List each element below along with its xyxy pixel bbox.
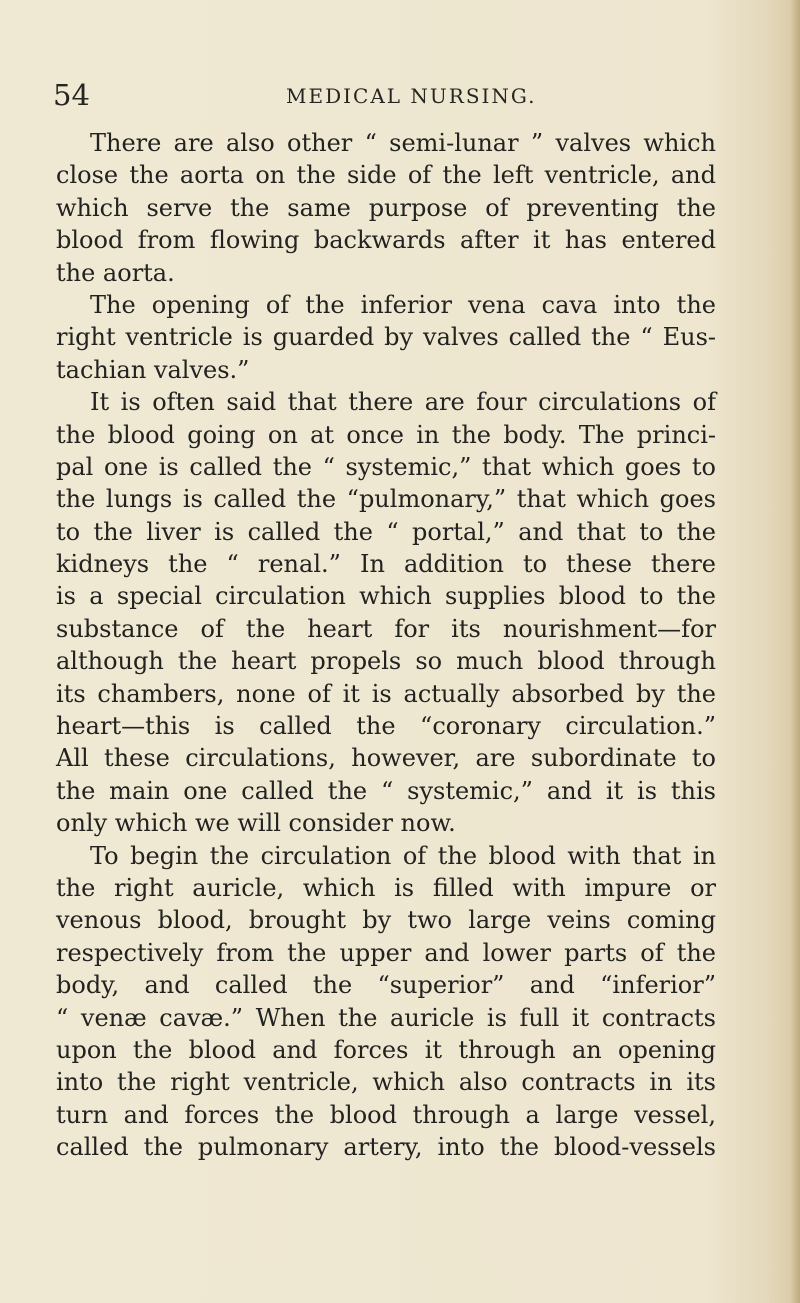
text-line: substance of the heart for its nourishment—for [56,614,716,643]
text-line: into the right ventricle, which also contracts in its [56,1068,716,1097]
text-line: the aorta. [56,258,175,287]
text-line: body, and called the “superior” and “inferior” [56,971,716,1000]
page-header [0,78,800,114]
text-line: respectively from the upper and lower parts of the [56,938,716,967]
text-line: venous blood, brought by two large veins coming [56,906,716,935]
text-line: heart—this is called the “coronary circulation.” [56,712,716,741]
text-line: close the aorta on the side of the left ventricle, and [56,161,716,190]
running-head: MEDICAL NURSING. [286,84,537,108]
text-line: tachian valves.” [56,355,250,384]
text-line: “ venæ cavæ.” When the auricle is full it contracts [56,1003,716,1032]
text-line: which serve the same purpose of preventing the [56,193,716,222]
text-line: is a special circulation which supplies blood to the [56,582,716,611]
page-edge-shadow [790,0,800,1303]
text-line: The opening of the inferior vena cava into the [90,290,716,319]
text-line: although the heart propels so much blood through [56,647,716,676]
text-line: only which we will consider now. [56,809,456,838]
text-line: blood from flowing backwards after it has entered [56,226,716,255]
text-line: pal one is called the “ systemic,” that which goes to [56,452,716,481]
text-line: kidneys the “ renal.” In addition to these there [56,550,716,579]
text-line: To begin the circulation of the blood with that in [90,841,716,870]
text-line: called the pulmonary artery, into the blood-vessels [56,1133,716,1162]
text-line: There are also other “ semi-lunar ” valves which [90,129,716,157]
text-line: the blood going on at once in the body. The princi- [56,420,716,449]
text-line: It is often said that there are four circulations of [90,388,716,417]
text-line: turn and forces the blood through a large vessel, [56,1100,716,1129]
text-line: the main one called the “ systemic,” and it is this [56,776,716,805]
text-line: the lungs is called the “pulmonary,” that which goes [56,485,716,514]
text-line: All these circulations, however, are subordinate to [56,744,716,773]
page-number: 54 [53,78,90,112]
text-line: the right auricle, which is filled with impure or [56,873,716,902]
text-line: its chambers, none of it is actually absorbed by the [56,679,716,708]
text-line: upon the blood and forces it through an opening [56,1035,716,1064]
text-line: right ventricle is guarded by valves called the “ Eus- [56,323,716,352]
text-line: to the liver is called the “ portal,” and that to the [56,517,716,546]
body-text [56,127,716,1164]
